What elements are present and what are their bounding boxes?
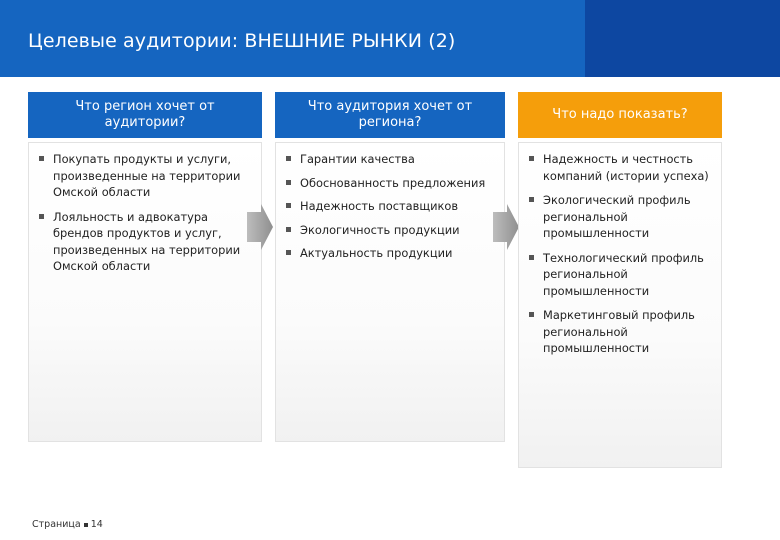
list-item-text: Экологичность продукции	[300, 222, 460, 237]
list-item	[527, 192, 715, 242]
square-bullet-icon	[286, 156, 291, 161]
square-bullet-icon	[286, 203, 291, 208]
column-body-audience-wants	[275, 142, 505, 442]
square-bullet-icon	[286, 227, 291, 232]
bullet-list	[37, 151, 255, 283]
page-label: Страница	[32, 519, 81, 530]
page-footer	[32, 519, 103, 530]
square-bullet-icon	[529, 156, 534, 161]
list-item-text: Гарантии качества	[300, 152, 415, 166]
list-item-text: Обоснованность предложения	[300, 175, 486, 190]
list-item-text: Экологический профиль региональной промышленности	[543, 193, 691, 240]
page-title: Целевые аудитории: ВНЕШНИЕ РЫНКИ (2)	[28, 30, 456, 52]
square-bullet-icon	[529, 197, 534, 202]
list-item-text: Актуальность продукции	[300, 246, 453, 260]
square-bullet-icon	[84, 523, 88, 527]
list-item	[527, 151, 715, 184]
list-item	[284, 175, 498, 192]
bullet-list	[527, 151, 715, 365]
column-body-region-wants	[28, 142, 262, 442]
column-body-what-to-show	[518, 142, 722, 468]
square-bullet-icon	[39, 156, 44, 161]
column-header-region-wants	[28, 92, 262, 138]
list-item	[527, 307, 715, 357]
list-item-text: Технологический профиль региональной промышленности	[543, 250, 704, 298]
column-header-label: Что регион хочет от аудитории?	[75, 99, 215, 130]
square-bullet-icon	[286, 250, 291, 255]
list-item-text: Лояльность и адвокатура брендов продуктов и услуг, произведенных на территории Омской области	[53, 209, 241, 273]
list-item	[527, 250, 715, 300]
square-bullet-icon	[529, 312, 534, 317]
list-item-text: Маркетинговый профиль региональной промышленности	[543, 308, 695, 355]
list-item	[284, 222, 498, 239]
page-number: 14	[90, 519, 103, 530]
list-item	[284, 151, 498, 168]
column-header-audience-wants	[275, 92, 505, 138]
list-item-text: Надежность и честность компаний (истории успеха)	[543, 152, 709, 183]
column-header-what-to-show	[518, 92, 722, 138]
list-item-text: Покупать продукты и услуги, произведенные на территории Омской области	[53, 152, 241, 199]
list-item-text: Надежность поставщиков	[300, 199, 459, 213]
list-item	[284, 245, 498, 262]
column-header-label: Что аудитория хочет от региона?	[307, 99, 473, 130]
column-header-label: Что надо показать?	[552, 107, 688, 122]
list-item	[37, 209, 255, 275]
chevron-right-arrow-icon	[493, 204, 519, 250]
square-bullet-icon	[39, 214, 44, 219]
title-bar-accent	[585, 0, 780, 77]
bullet-list	[284, 151, 498, 269]
square-bullet-icon	[286, 180, 291, 185]
title-bar	[0, 0, 780, 77]
square-bullet-icon	[529, 255, 534, 260]
list-item	[284, 198, 498, 215]
chevron-right-arrow-icon	[247, 204, 273, 250]
list-item	[37, 151, 255, 201]
